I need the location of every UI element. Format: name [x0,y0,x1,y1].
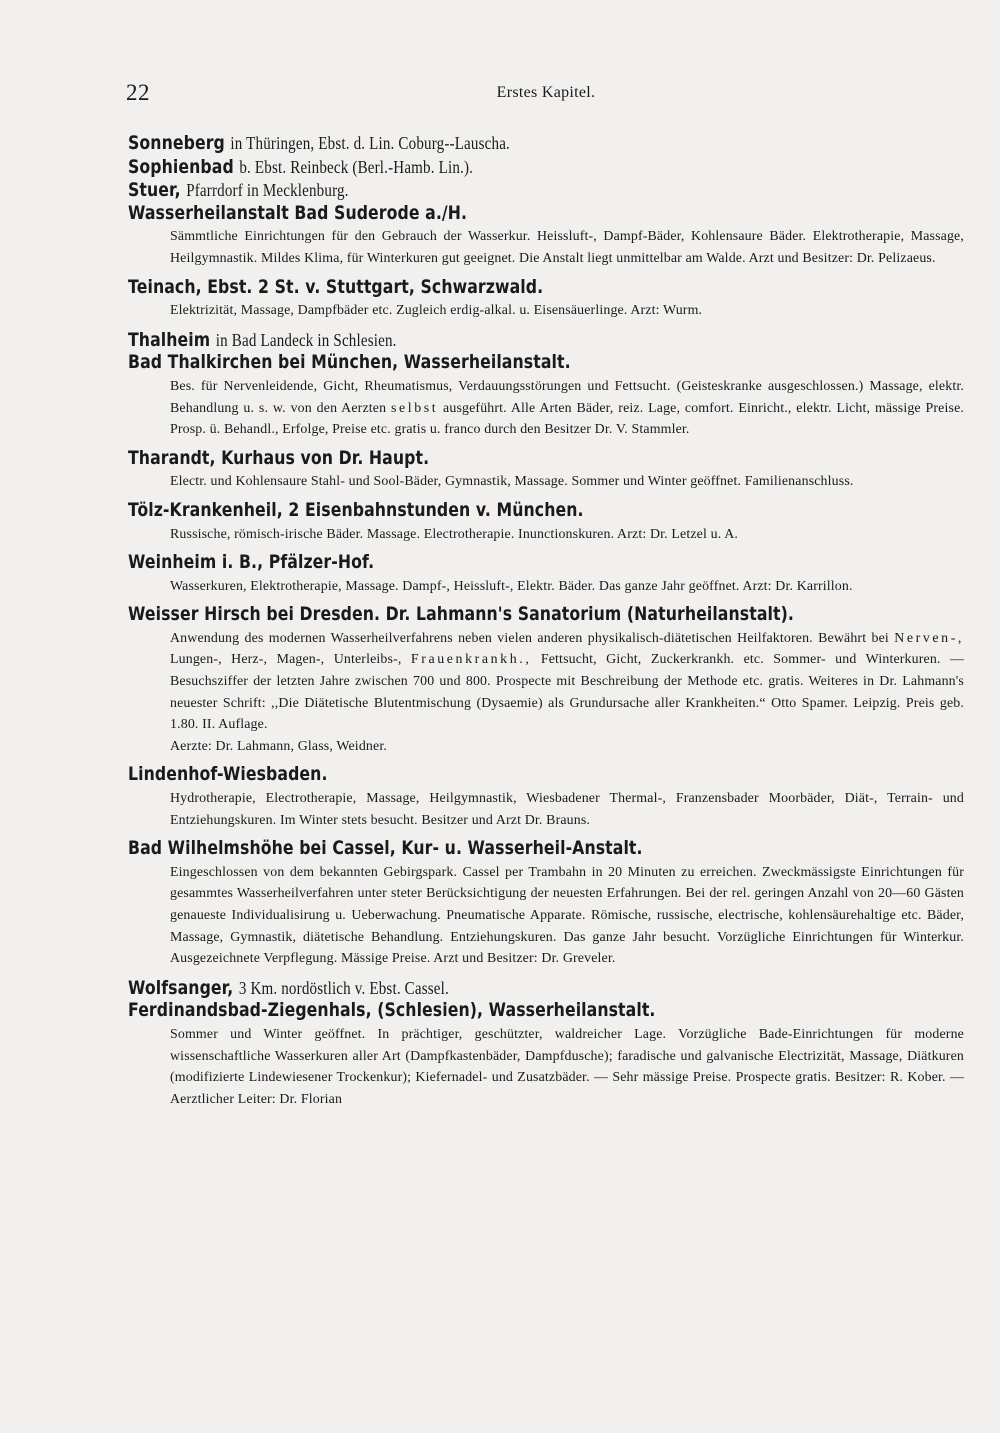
entry-name: Weisser Hirsch bei Dresden. Dr. Lahmann's Sanatorium (Naturheilanstalt). [128,604,794,626]
entry-thalkirchen [128,352,964,440]
page-header [126,80,966,112]
entry-location: b. Ebst. Reinbeck (Berl.-Hamb. Lin.). [239,156,474,177]
spaced-emphasis: Frauenkrankh., [410,652,532,668]
entry-name: Teinach, Ebst. 2 St. v. Stuttgart, Schwarzwald. [128,276,544,298]
entry-name: Sonneberg [128,133,225,154]
entry-wolfsanger [128,977,964,1001]
entry-name: Weinheim i. B., Pfälzer-Hof. [128,552,375,574]
entry-sonneberg [128,132,964,156]
entry-stuer [128,179,964,203]
entry-name: Tölz-Krankenheil, 2 Eisenbahnstunden v. München. [128,499,584,521]
chapter-title: Erstes Kapitel. [496,84,596,101]
entry-weinheim [128,552,964,597]
entry-teinach [128,277,964,322]
entry-location: in Bad Landeck in Schlesien. [215,329,397,350]
entry-name: Thalheim [128,329,211,351]
entry-name: Stuer, [128,180,181,202]
page-number: 22 [126,80,150,105]
directory-listing [128,132,964,1117]
entry-tharandt [128,448,964,493]
entry-name: Wolfsanger, [128,977,234,999]
entry-description: Russische, römisch-irische Bäder. Massage. Electrotherapie. Inunctionskuren. Arzt: Dr. Letzel u. A. [170,526,739,542]
entry-doctors: Aerzte: Dr. Lahmann, Glass, Weidner. [170,738,387,754]
entry-weisser-hirsch [128,604,964,757]
entry-description: Wasserkuren, Elektrotherapie, Massage. Dampf-, Heissluft-, Elektr. Bäder. Das ganze Jahr geöffnet. Arzt: Dr. Karrillon. [170,578,853,594]
entry-toelz [128,500,964,545]
entry-description: Elektrizität, Massage, Dampfbäder etc. Zugleich erdig-alkal. u. Eisensäuerlinge. Arzt: Wurm. [170,303,703,319]
entry-ferdinandsbad [128,1000,964,1110]
entry-name: Bad Thalkirchen bei München, Wasserheilanstalt. [128,352,571,374]
entry-name: Wasserheilanstalt Bad Suderode a./H. [128,202,468,224]
entry-name: Ferdinandsbad-Ziegenhals, (Schlesien), Wasserheilanstalt. [128,1000,656,1022]
entry-description: Eingeschlossen von dem bekannten Gebirgspark. Cassel per Trambahn in 20 Minuten zu erreichen. Zweckmässigste Einrichtungen für gesammtes Wasserheilverfahren unter steter Berücksichtigung der neuesten Erfahrungen. Bei der rel. geringen Anzahl von 20—60 Gästen genaueste Individualisirung u. Ueberwachung. Pneumatische Apparate. Römische, russische, electrische, kohlensäurehaltige etc. Bäder, Massage, Gymnastik, diätetische Behandlung. Entziehungskuren. Das ganze Jahr besucht. Vorzügliche Einrichtungen für Winterkur. Ausgezeichnete Verpflegung. Mässige Preise. Arzt und Besitzer: Dr. Greveler. [170,864,964,967]
entry-name: Tharandt, Kurhaus von Dr. Haupt. [128,447,430,469]
entry-name: Bad Wilhelmshöhe bei Cassel, Kur- u. Wasserheil-Anstalt. [128,838,643,860]
entry-description: Sommer und Winter geöffnet. In prächtiger, geschützter, waldreicher Lage. Vorzügliche Bade-Einrichtungen für moderne wissenschaftliche Wasserkuren aller Art (Dampfkastenbäder, Dampfdusche); faradische und galvanische Electrizität, Massage, Diätkuren (modifizierte Lindewiesener Trockenkur); Kiefernadel- und Zusatzbäder. — Sehr mässige Preise. Prospecte gratis. Besitzer: R. Kober. — Aerztlicher Leiter: Dr. Florian [170,1026,964,1107]
entry-wilhelmshoehe [128,838,964,970]
entry-description: Bes. für Nervenleidende, Gicht, Rheumatismus, Verdauungsstörungen und Fettsucht. (Geisteskranke ausgeschlossen.) Massage, elektr. Behandlung u. s. w. von den Aerzten selbst ausgeführt. Alle Arten Bäder, reiz. Lage, comfort. Einricht., elektr. Licht, mässige Preise. Prosp. ü. Behandl., Erfolge, Preise etc. gratis u. franco durch den Besitzer Dr. V. Stammler. [170,378,965,438]
entry-name: Sophienbad [128,156,234,178]
entry-description: Sämmtliche Einrichtungen für den Gebrauch der Wasserkur. Heissluft-, Dampf-Bäder, Kohlensaure Bäder. Elektrotherapie, Massage, Heilgymnastik. Mildes Klima, für Winterkuren gut geeignet. Die Anstalt liegt unmittelbar am Walde. Arzt und Besitzer: Dr. Pelizaeus. [170,229,964,266]
entry-description: Anwendung des modernen Wasserheilverfahrens neben vielen anderen physikalisch-diätetischen Heilfaktoren. Bewährt bei Nerven-, Lungen-, Herz-, Magen-, Unterleibs-, Frauenkrankh., Fettsucht, Gicht, Zuckerkrankh. etc. Sommer- und Winterkuren. — Besuchsziffer der letzten Jahre zwischen 700 und 800. Prospecte mit Beschreibung der Methode etc. gratis. Weiteres in Dr. Lahmann's neuester Schrift: ,,Die Diätetische Blutentmischung (Dysaemie) als Grundursache aller Krankheiten.“ Otto Spamer. Leipzig. Preis geb. 1.80. II. Auflage. [170,630,965,733]
entry-location: 3 Km. nordöstlich v. Ebst. Cassel. [238,977,449,998]
spaced-emphasis: Nerven-, [894,630,964,646]
entry-description: Hydrotherapie, Electrotherapie, Massage, Heilgymnastik, Wiesbadener Thermal-, Franzensbader Moorbäder, Diät-, Terrain- und Entziehungskuren. Im Winter stets besucht. Besitzer und Arzt Dr. Brauns. [170,791,964,828]
entry-description: Electr. und Kohlensaure Stahl- und Sool-Bäder, Gymnastik, Massage. Sommer und Winter geöffnet. Familienanschluss. [170,474,854,490]
entry-thalheim [128,329,964,353]
entry-suderode [128,203,964,270]
entry-sophienbad [128,156,964,180]
entry-name: Lindenhof-Wiesbaden. [128,764,328,786]
entry-location: Pfarrdorf in Mecklenburg. [186,180,349,201]
spaced-emphasis: selbst [391,400,439,416]
entry-lindenhof [128,764,964,831]
entry-location: in Thüringen, Ebst. d. Lin. Coburg--Lauscha. [230,133,510,153]
